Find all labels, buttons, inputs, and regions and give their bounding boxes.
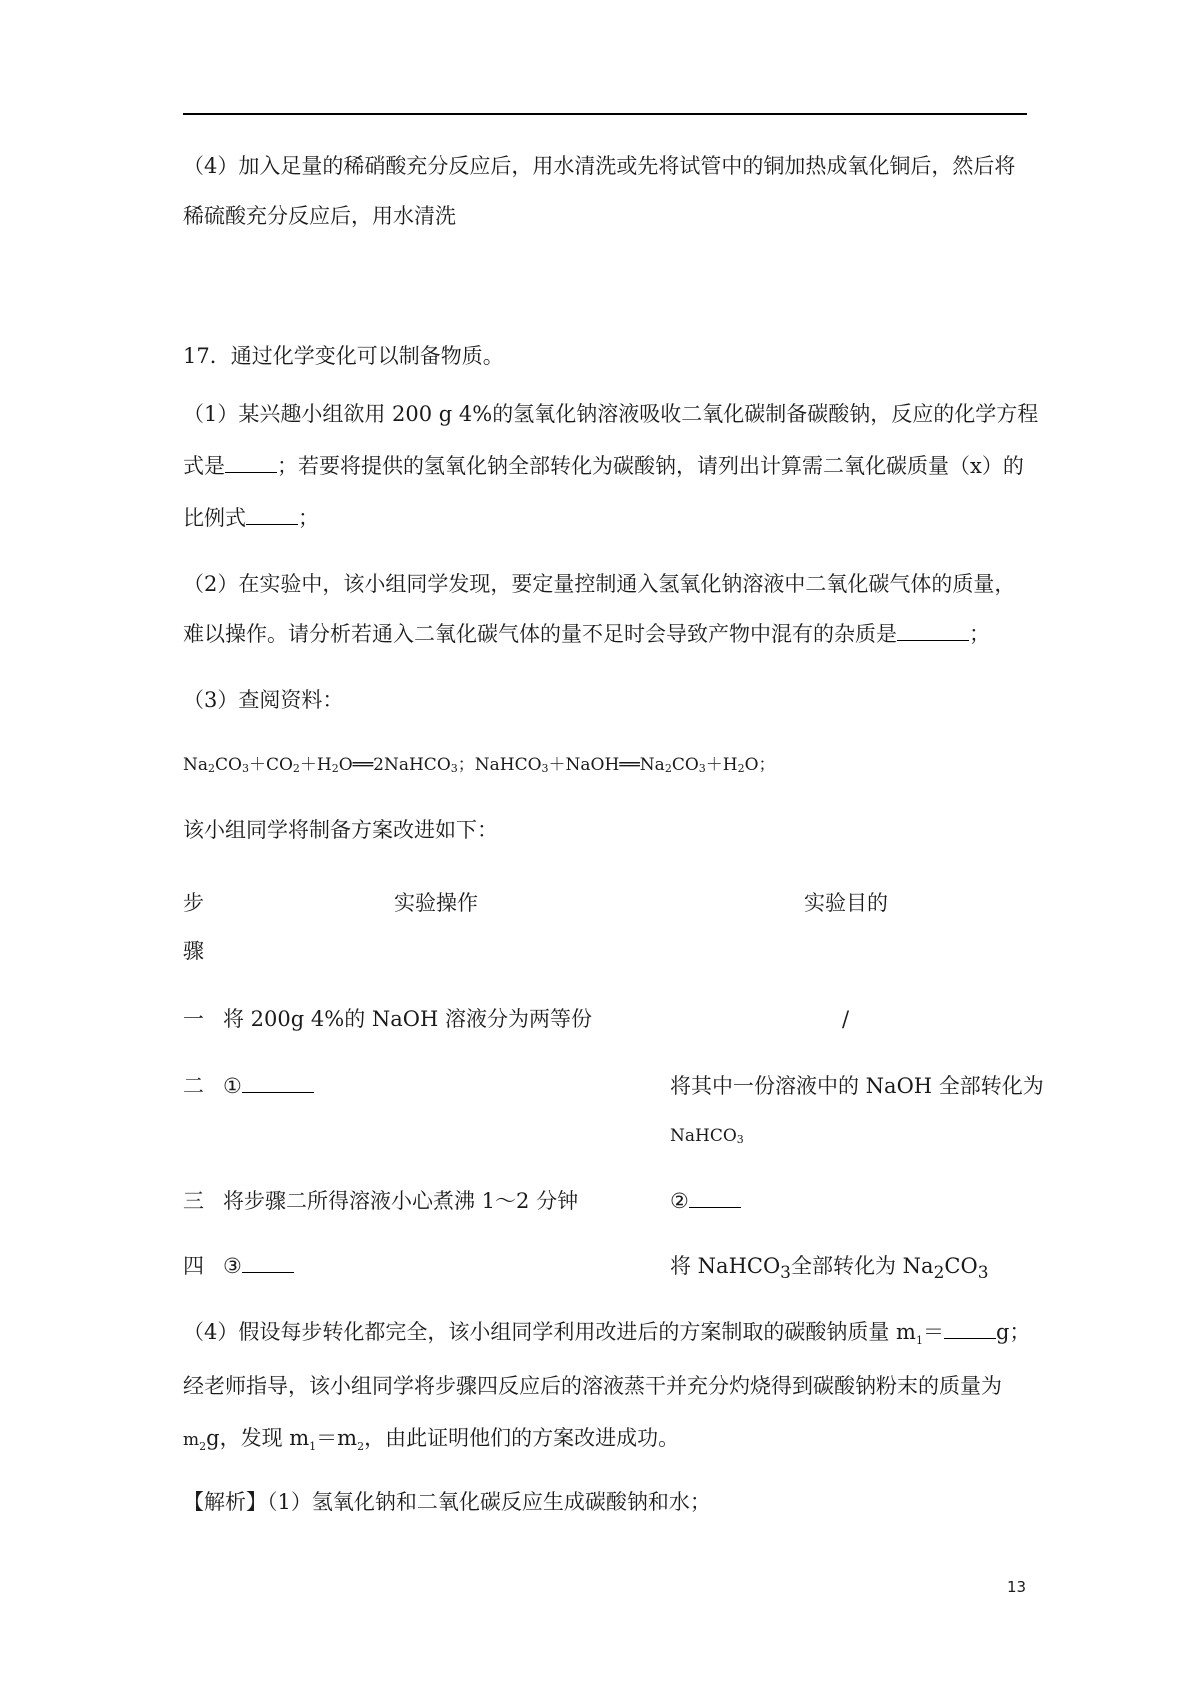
eq-text: ；NaHCO [457, 755, 542, 775]
text: g； [995, 1320, 1031, 1344]
sub: 2 [357, 1440, 365, 1454]
answer-blank[interactable] [897, 618, 969, 641]
answer-line-2: 稀硫酸充分反应后，用水清洗 [183, 204, 456, 228]
header-rule [183, 113, 1027, 115]
chem-sub: 3 [977, 1263, 989, 1284]
eq-sub: 2 [331, 762, 339, 775]
page-number: 13 [1007, 1578, 1027, 1596]
q17-part2-line2 [183, 618, 1033, 651]
chem-sub: 3 [736, 1133, 744, 1146]
table-header-step-2: 骤 [183, 939, 204, 963]
q17-part1-line2 [183, 450, 1033, 483]
text: ＝ [922, 1320, 944, 1344]
q17-part4-line3 [183, 1422, 1033, 1463]
table-operation-1: 将 200g 4%的 NaOH 溶液分为两等份 [223, 1007, 592, 1031]
eq-sub: 2 [664, 762, 672, 775]
sub: 2 [199, 1440, 207, 1454]
chem-text: NaHCO [670, 1126, 737, 1146]
q17-part1-line1: （1）某兴趣小组欲用 200 g 4%的氢氧化钠溶液吸收二氧化碳制备碳酸钠，反应的化学方程 [183, 402, 1039, 426]
q17-part4-line1 [183, 1316, 1033, 1357]
table-purpose-2-line1: 将其中一份溶液中的 NaOH 全部转化为 [670, 1074, 1044, 1098]
table-operation-4 [223, 1250, 294, 1283]
eq-sub: 3 [450, 762, 458, 775]
text: m [183, 1430, 200, 1450]
q17-part3-title: （3）查阅资料： [183, 688, 344, 712]
eq-text: CO [671, 755, 699, 775]
answer-blank[interactable] [246, 502, 298, 525]
q17-part4-line2: 经老师指导，该小组同学将步骤四反应后的溶液蒸干并充分灼烧得到碳酸钠粉末的质量为 [183, 1374, 1002, 1398]
table-step-4: 四 [183, 1254, 204, 1278]
answer-blank[interactable] [225, 450, 277, 473]
table-operation-2 [223, 1070, 314, 1103]
analysis-line [183, 1486, 1033, 1519]
q17-part1-line3 [183, 502, 1033, 535]
eq-text: ＋CO [248, 755, 293, 775]
table-purpose-2-line2 [670, 1120, 744, 1156]
q17-part2-line1: （2）在实验中，该小组同学发现，要定量控制通入氢氧化钠溶液中二氧化碳气体的质量， [183, 572, 1016, 596]
text: ；若要将提供的氢氧化钠全部转化为碳酸钠，请列出计算需二氧化碳质量（x）的 [277, 454, 1024, 478]
reference-equations [183, 749, 1033, 785]
circled-number: ③ [223, 1254, 242, 1278]
q17-part3-intro: 该小组同学将制备方案改进如下： [183, 818, 498, 842]
eq-sub: 3 [698, 762, 706, 775]
table-header-purpose: 实验目的 [804, 891, 888, 915]
eq-sub: 2 [737, 762, 745, 775]
analysis-text: （1）氢氧化钠和二氧化碳反应生成碳酸钠和水； [267, 1490, 711, 1514]
table-operation-3: 将步骤二所得溶液小心煮沸 1～2 分钟 [223, 1189, 579, 1213]
table-step-2: 二 [183, 1074, 204, 1098]
chem-sub: 3 [780, 1263, 791, 1284]
eq-text: ＋H [705, 755, 738, 775]
eq-text: CO [215, 755, 242, 775]
table-header-operation: 实验操作 [394, 891, 478, 915]
sub: 1 [309, 1440, 317, 1454]
eq-sub: 2 [208, 762, 216, 775]
text: 式是 [183, 454, 225, 478]
table-purpose-1: / [842, 1007, 850, 1031]
eq-sub: 3 [241, 762, 249, 775]
chem-sub: 2 [933, 1263, 945, 1284]
text: 比例式 [183, 506, 246, 530]
text: 难以操作。请分析若通入二氧化碳气体的量不足时会导致产物中混有的杂质是 [183, 622, 897, 646]
eq-text: O； [744, 755, 776, 775]
text: （4）假设每步转化都完全，该小组同学利用改进后的方案制取的碳酸钠质量 m [183, 1320, 916, 1344]
question-17-title: 17．通过化学变化可以制备物质。 [183, 344, 504, 368]
text: ； [298, 506, 319, 530]
text: ，由此证明他们的方案改进成功。 [364, 1426, 680, 1450]
table-purpose-4 [670, 1250, 989, 1290]
analysis-label: 【解析】 [183, 1490, 267, 1514]
answer-line-1: （4）加入足量的稀硝酸充分反应后，用水清洗或先将试管中的铜加热成氧化铜后，然后将 [183, 154, 1016, 178]
text: ； [969, 622, 990, 646]
table-header-step-1: 步 [183, 891, 204, 915]
table-purpose-3 [670, 1185, 741, 1218]
eq-sub: 3 [541, 762, 549, 775]
text: 将 NaHCO [670, 1254, 781, 1278]
eq-text: O══2NaHCO [338, 755, 451, 775]
answer-blank[interactable] [689, 1185, 741, 1208]
circled-number: ② [670, 1189, 689, 1213]
answer-blank[interactable] [242, 1070, 314, 1093]
text: 全部转化为 Na [791, 1254, 934, 1278]
text: CO [944, 1254, 978, 1278]
eq-sub: 2 [292, 762, 300, 775]
eq-text: ＋NaOH══Na [548, 755, 665, 775]
answer-blank[interactable] [944, 1316, 996, 1339]
answer-blank[interactable] [242, 1250, 294, 1273]
table-step-1: 一 [183, 1007, 204, 1031]
sub: 1 [915, 1334, 923, 1348]
table-step-3: 三 [183, 1189, 204, 1213]
eq-text: Na [183, 755, 209, 775]
text: g，发现 m [206, 1426, 310, 1450]
text: ＝m [316, 1426, 358, 1450]
eq-text: ＋H [299, 755, 332, 775]
circled-number: ① [223, 1074, 242, 1098]
